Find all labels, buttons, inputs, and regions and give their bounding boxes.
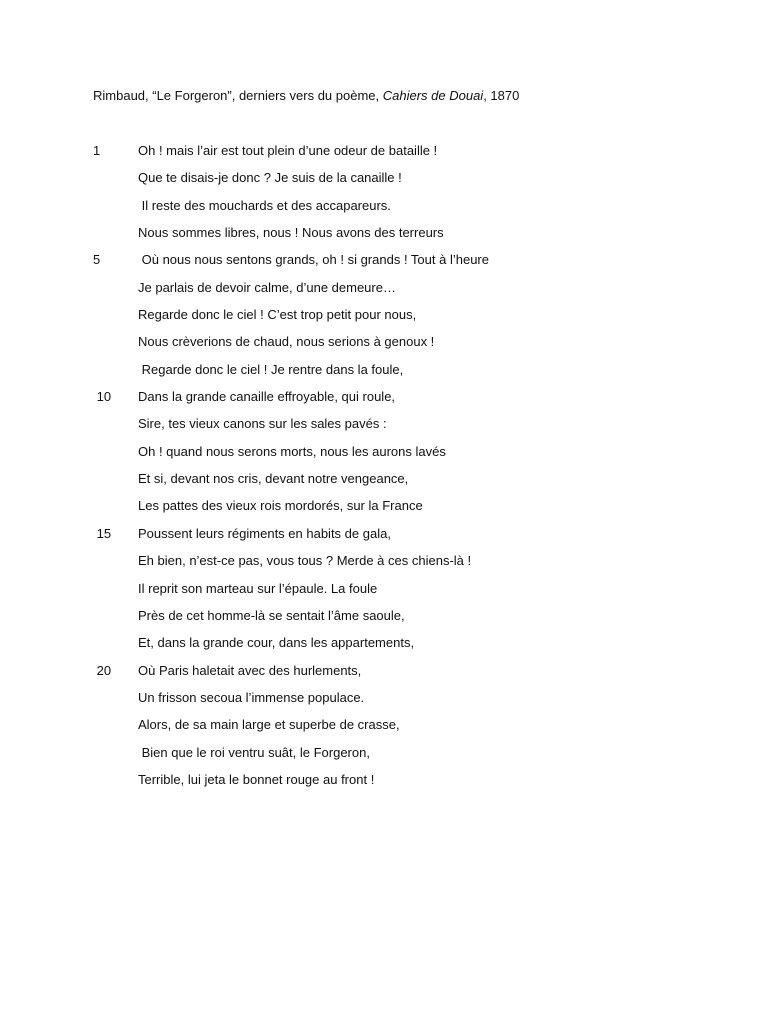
poem-line [0,362,768,389]
poem-line [0,717,768,744]
poem-line [0,252,768,279]
line-number: 5 [93,252,101,268]
line-number: 20 [93,662,112,678]
poem-line [0,498,768,525]
poem-line [0,526,768,553]
poem-line [0,553,768,580]
verse-text: Alors, de sa main large et superbe de crasse, [138,717,400,733]
verse-text: Bien que le roi ventru suât, le Forgeron, [138,744,370,760]
verse-text: Et, dans la grande cour, dans les appartements, [138,635,415,651]
line-number: 1 [93,143,101,158]
line-number: 10 [93,389,112,405]
poem-line [0,307,768,334]
poem-line [0,663,768,690]
verse-text: Je parlais de devoir calme, d’une demeure… [138,279,396,295]
poem-line [0,170,768,197]
poem-line [0,389,768,416]
verse-text: Que te disais-je donc ? Je suis de la canaille ! [138,170,402,186]
header-suffix: , 1870 [483,88,520,103]
header-italic-title: Cahiers de Douai [382,88,484,103]
verse-text: Les pattes des vieux rois mordorés, sur la France [138,498,423,514]
poem-line [0,745,768,772]
document-header [93,88,519,104]
verse-text: Un frisson secoua l’immense populace. [138,689,365,705]
verse-text: Dans la grande canaille effroyable, qui roule, [138,389,396,405]
verse-text: Nous crèverions de chaud, nous serions à genoux ! [138,334,435,350]
poem-body [0,143,768,799]
poem-line [0,143,768,170]
poem-line [0,772,768,799]
poem-line [0,198,768,225]
verse-text: Près de cet homme-là se sentait l’âme saoule, [138,607,405,623]
verse-text: Regarde donc le ciel ! C’est trop petit pour nous, [138,307,417,323]
poem-line [0,690,768,717]
verse-text: Sire, tes vieux canons sur les sales pavés : [138,416,387,432]
poem-line [0,416,768,443]
poem-line [0,280,768,307]
poem-line [0,444,768,471]
verse-text: Nous sommes libres, nous ! Nous avons des terreurs [138,225,444,241]
verse-text: Il reste des mouchards et des accapareurs. [138,197,391,213]
poem-line [0,471,768,498]
poem-line [0,581,768,608]
verse-text: Où Paris haletait avec des hurlements, [138,662,362,678]
verse-text: Il reprit son marteau sur l’épaule. La foule [138,580,378,596]
verse-text: Poussent leurs régiments en habits de gala, [138,525,391,541]
poem-line [0,225,768,252]
poem-line [0,635,768,662]
verse-text: Eh bien, n’est-ce pas, vous tous ? Merde à ces chiens-là ! [138,553,472,569]
verse-text: Oh ! quand nous serons morts, nous les aurons lavés [138,443,446,459]
poem-line [0,334,768,361]
verse-text: Regarde donc le ciel ! Je rentre dans la foule, [138,361,404,377]
header-prefix: Rimbaud, “Le Forgeron”, derniers vers du poème, [93,88,383,103]
verse-text: Où nous nous sentons grands, oh ! si grands ! Tout à l’heure [138,252,489,268]
verse-text: Oh ! mais l’air est tout plein d’une odeur de bataille ! [138,143,438,158]
verse-text: Terrible, lui jeta le bonnet rouge au front ! [138,771,375,787]
verse-text: Et si, devant nos cris, devant notre vengeance, [138,471,409,487]
poem-line [0,608,768,635]
line-number: 15 [93,525,112,541]
